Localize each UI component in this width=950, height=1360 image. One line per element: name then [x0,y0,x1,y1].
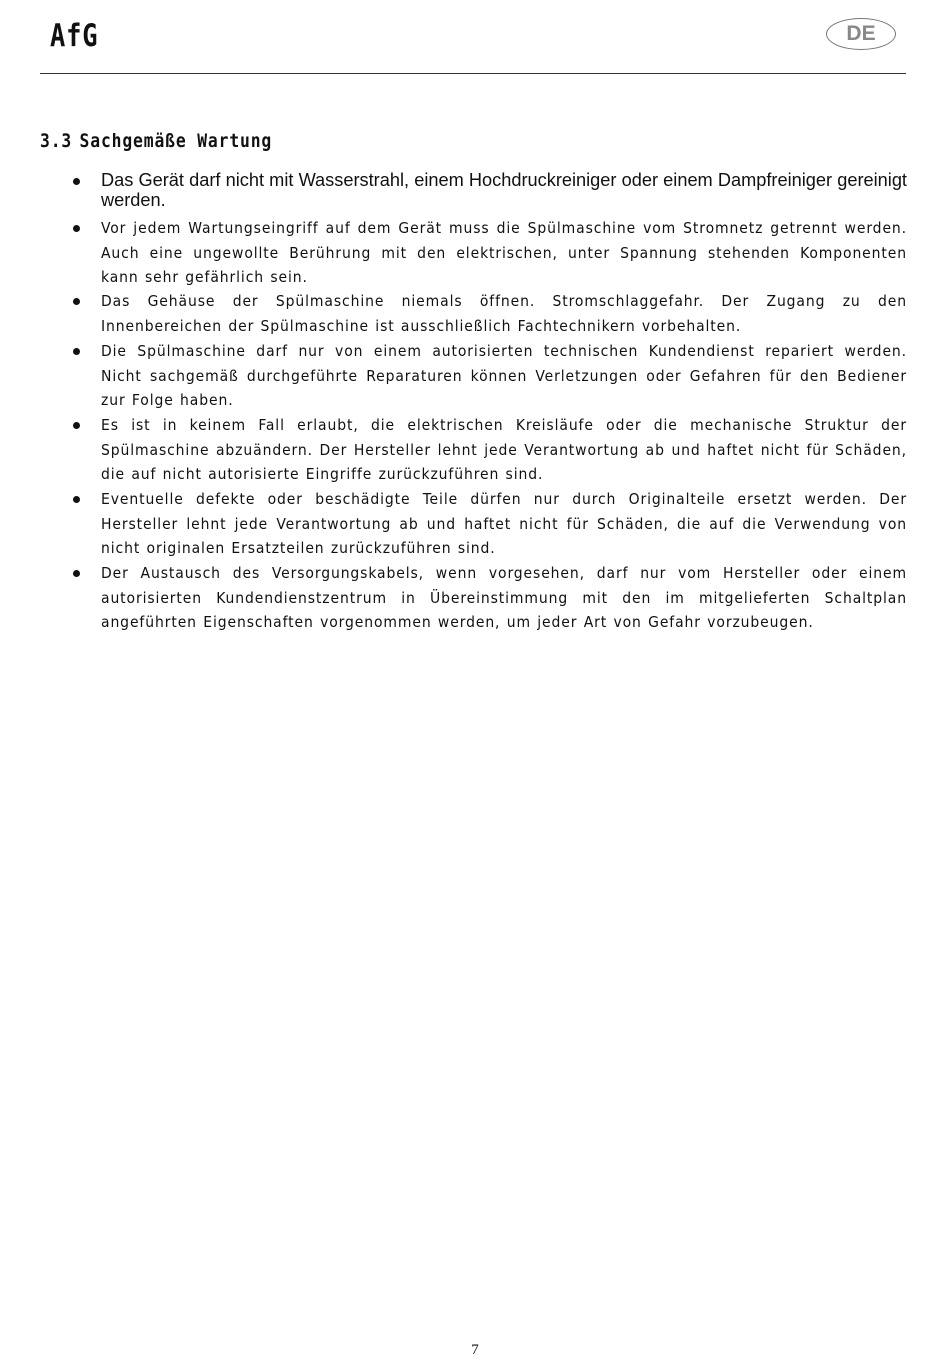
bullet-icon [73,298,80,305]
list-item-text: Das Gehäuse der Spülmaschine niemals öffnen. Stromschlaggefahr. Der Zugang zu den Innenbereichen der Spülmaschine ist ausschließlich Fachtechnikern vorbehalten. [101,292,907,335]
page-number: 7 [471,1342,479,1358]
list-item-text: Der Austausch des Versorgungskabels, wenn vorgesehen, darf nur vom Hersteller oder einem autorisierten Kundendienstzentrum in Übereinstimmung mit den im mitgelieferten Schaltplan angeführten Eigenschaften vorgenommen werden, um jeder Art von Gefahr vorzubeugen. [101,564,907,631]
bullet-icon [73,178,80,185]
bullet-icon [73,422,80,429]
bullet-icon [73,225,80,232]
list-item [101,561,907,635]
bullet-icon [73,348,80,355]
brand-logo: AfG [50,18,99,54]
list-item-text: Es ist in keinem Fall erlaubt, die elektrischen Kreisläufe oder die mechanische Struktur der Spülmaschine abzuändern. Der Hersteller lehnt jede Verantwortung ab und haftet nicht für Schäden, die auf nicht autorisierte Eingriffe zurückzuführen sind. [101,416,907,483]
list-item-text: Vor jedem Wartungseingriff auf dem Gerät muss die Spülmaschine vom Stromnetz getrennt werden. Auch eine ungewollte Berührung mit den elektrischen, unter Spannung stehenden Komponenten kann sehr gefährlich sein. [101,219,907,286]
header-divider [40,73,906,74]
bullet-icon [73,570,80,577]
list-item [101,487,907,561]
list-item-text: Das Gerät darf nicht mit Wasserstrahl, einem Hochdruckreiniger oder einem Dampfreiniger gereinigt werden. [101,170,907,210]
section-title: Sachgemäße Wartung [79,130,273,152]
list-item [101,413,907,487]
section-number: 3.3 [40,130,73,152]
language-badge: DE [826,18,896,50]
list-item-text: Eventuelle defekte oder beschädigte Teile dürfen nur durch Originalteile ersetzt werden. Der Hersteller lehnt jede Verantwortung ab und haftet nicht für Schäden, die auf die Verwendung von nicht originalen Ersatzteilen zurückzuführen sind. [101,490,907,557]
list-item [101,170,907,210]
list-item-text: Die Spülmaschine darf nur von einem autorisierten technischen Kundendienst repariert werden. Nicht sachgemäß durchgeführte Reparaturen können Verletzungen oder Gefahren für den Bediener zur Folge haben. [101,342,907,409]
list-item [101,339,907,413]
bullet-icon [73,496,80,503]
section-heading [40,130,272,152]
list-item [101,216,907,290]
list-item [101,289,907,338]
